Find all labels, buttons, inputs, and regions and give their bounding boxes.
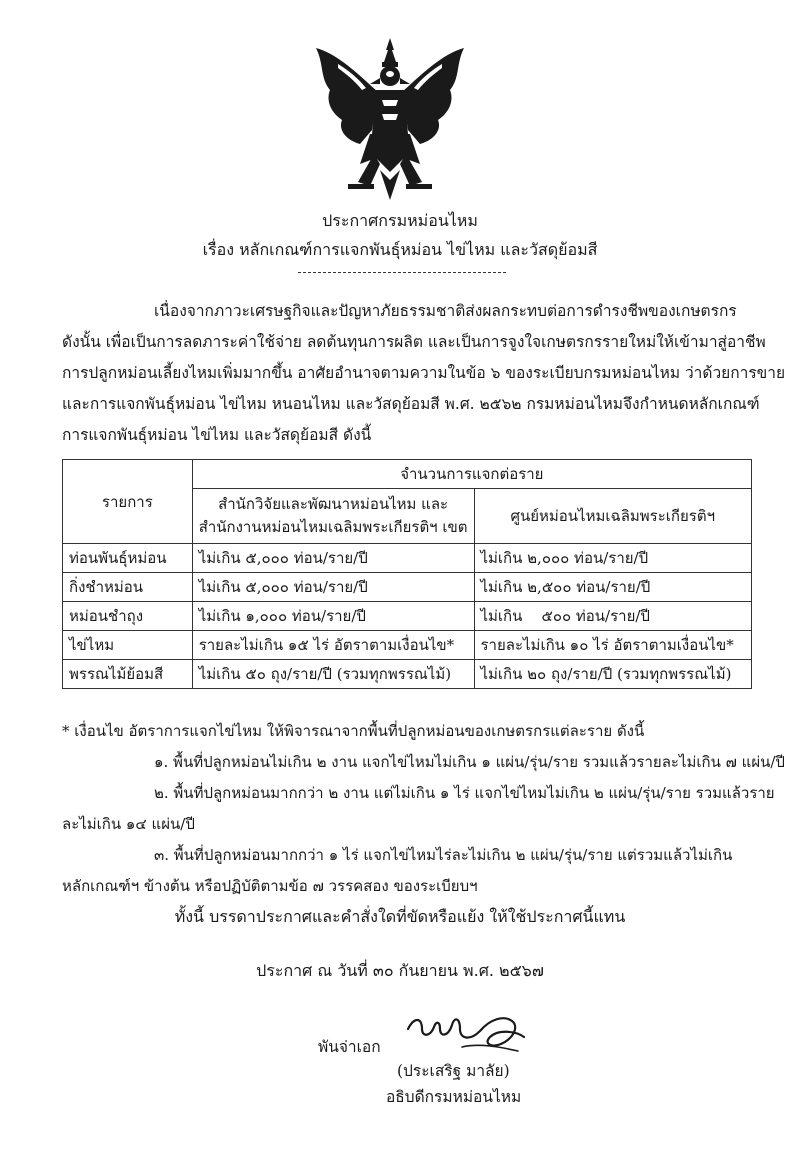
table-row	[63, 602, 752, 631]
intro-line: ดังนั้น เพื่อเป็นการลดภาระค่าใช้จ่าย ลดต้นทุนการผลิต และเป็นการจูงใจเกษตรกรรายใหม่ให้เข้ามาสู่อาชีพ	[62, 333, 766, 351]
intro-line: การปลูกหม่อนเลี้ยงไหมเพิ่มมากขึ้น อาศัยอำนาจตามความในข้อ ๖ ของระเบียบกรมหม่อนไหม ว่าด้วยการขาย	[62, 364, 786, 382]
closing-statement: ทั้งนี้ บรรดาประกาศและคำสั่งใดที่ขัดหรือแย้ง ให้ใช้ประกาศนี้แทน	[174, 907, 626, 926]
garuda-emblem-icon	[308, 34, 472, 202]
cell-item: กิ่งชำหม่อน	[63, 573, 193, 602]
table-row	[63, 631, 752, 660]
table-row	[63, 544, 752, 573]
intro-line: เนื่องจากภาวะเศรษฐกิจและปัญหาภัยธรรมชาติส่งผลกระทบต่อการดำรงชีพของเกษตรกร	[154, 302, 737, 320]
announcement-issuer: ประกาศกรมหม่อนไหม	[322, 211, 478, 230]
condition-1: ๑. พื้นที่ปลูกหม่อนไม่เกิน ๒ งาน แจกไข่ไหมไม่เกิน ๑ แผ่น/รุ่น/ราย รวมแล้วรายละไม่เกิน ๗ แผ่น/ปี	[154, 753, 785, 771]
header-research-office-line: สำนักงานหม่อนไหมเฉลิมพระเกียรติฯ เขต	[198, 518, 468, 536]
cell-item: พรรณไม้ย้อมสี	[63, 660, 193, 689]
cell-item: ท่อนพันธุ์หม่อน	[63, 544, 193, 573]
header-research-office-line: สำนักวิจัยและพัฒนาหม่อนไหม และ	[218, 495, 449, 513]
condition-2-cont: ละไม่เกิน ๑๔ แผ่น/ปี	[62, 815, 195, 833]
cell-a: รายละไม่เกิน ๑๕ ไร่ อัตราตามเงื่อนไข*	[192, 631, 474, 660]
cell-b: รายละไม่เกิน ๑๐ ไร่ อัตราตามเงื่อนไข*	[474, 631, 752, 660]
cell-a: ไม่เกิน ๕,๐๐๐ ท่อน/ราย/ปี	[192, 544, 474, 573]
condition-3-cont: หลักเกณฑ์ฯ ข้างต้น หรือปฏิบัติตามข้อ ๗ วรรคสอง ของระเบียบฯ	[62, 877, 478, 895]
signatory-position: อธิบดีกรมหม่อนไหม	[386, 1088, 522, 1106]
cell-b: ไม่เกิน ๕๐๐ ท่อน/ราย/ปี	[474, 602, 752, 631]
cell-a: ไม่เกิน ๕,๐๐๐ ท่อน/ราย/ปี	[192, 573, 474, 602]
conditions-section	[62, 716, 785, 902]
header-distribution-per-person: จำนวนการแจกต่อราย	[192, 460, 751, 489]
cell-a: ไม่เกิน ๕๐ ถุง/ราย/ปี (รวมทุกพรรณไม้)	[192, 660, 474, 689]
cell-b: ไม่เกิน ๒๐ ถุง/ราย/ปี (รวมทุกพรรณไม้)	[474, 660, 752, 689]
cell-item: หม่อนชำถุง	[63, 602, 193, 631]
condition-3: ๓. พื้นที่ปลูกหม่อนมากกว่า ๑ ไร่ แจกไข่ไหมไร่ละไม่เกิน ๒ แผ่น/รุ่น/ราย แต่รวมแล้วไม่เกิน	[154, 846, 733, 864]
announcement-subject: เรื่อง หลักเกณฑ์การแจกพันธุ์หม่อน ไข่ไหม และวัสดุย้อมสี	[202, 240, 598, 259]
intro-line: การแจกพันธุ์หม่อน ไข่ไหม และวัสดุย้อมสี ดังนี้	[62, 426, 372, 444]
handwritten-signature-icon	[400, 1007, 535, 1055]
signatory-name: (ประเสริฐ มาลัย)	[397, 1062, 510, 1080]
cell-a: ไม่เกิน ๑,๐๐๐ ท่อน/ราย/ปี	[192, 602, 474, 631]
cell-item: ไข่ไหม	[63, 631, 193, 660]
header-center: ศูนย์หม่อนไหมเฉลิมพระเกียรติฯ	[474, 489, 752, 544]
condition-2: ๒. พื้นที่ปลูกหม่อนมากกว่า ๒ งาน แต่ไม่เกิน ๑ ไร่ แจกไข่ไหมไม่เกิน ๒ แผ่น/รุ่น/ราย รวมแล้วราย	[154, 784, 775, 802]
intro-paragraph	[62, 296, 786, 451]
cell-b: ไม่เกิน ๒,๐๐๐ ท่อน/ราย/ปี	[474, 544, 752, 573]
header-research-office	[192, 489, 474, 544]
cell-b: ไม่เกิน ๒,๕๐๐ ท่อน/ราย/ปี	[474, 573, 752, 602]
announcement-date: ประกาศ ณ วันที่ ๓๐ กันยายน พ.ศ. ๒๕๖๗	[256, 961, 544, 980]
table-row	[63, 660, 752, 689]
header-item: รายการ	[63, 460, 193, 544]
title-divider	[298, 272, 506, 273]
intro-line: และการแจกพันธุ์หม่อน ไข่ไหม หนอนไหม และวัสดุย้อมสี พ.ศ. ๒๕๖๒ กรมหม่อนไหมจึงกำหนดหลักเกณฑ์	[62, 395, 760, 413]
table-row	[63, 573, 752, 602]
distribution-table	[62, 459, 752, 689]
conditions-note: * เงื่อนไข อัตราการแจกไข่ไหม ให้พิจารณาจากพื้นที่ปลูกหม่อนของเกษตรกรแต่ละราย ดังนี้	[62, 722, 645, 740]
signatory-rank: พันจ่าเอก	[318, 1038, 381, 1056]
